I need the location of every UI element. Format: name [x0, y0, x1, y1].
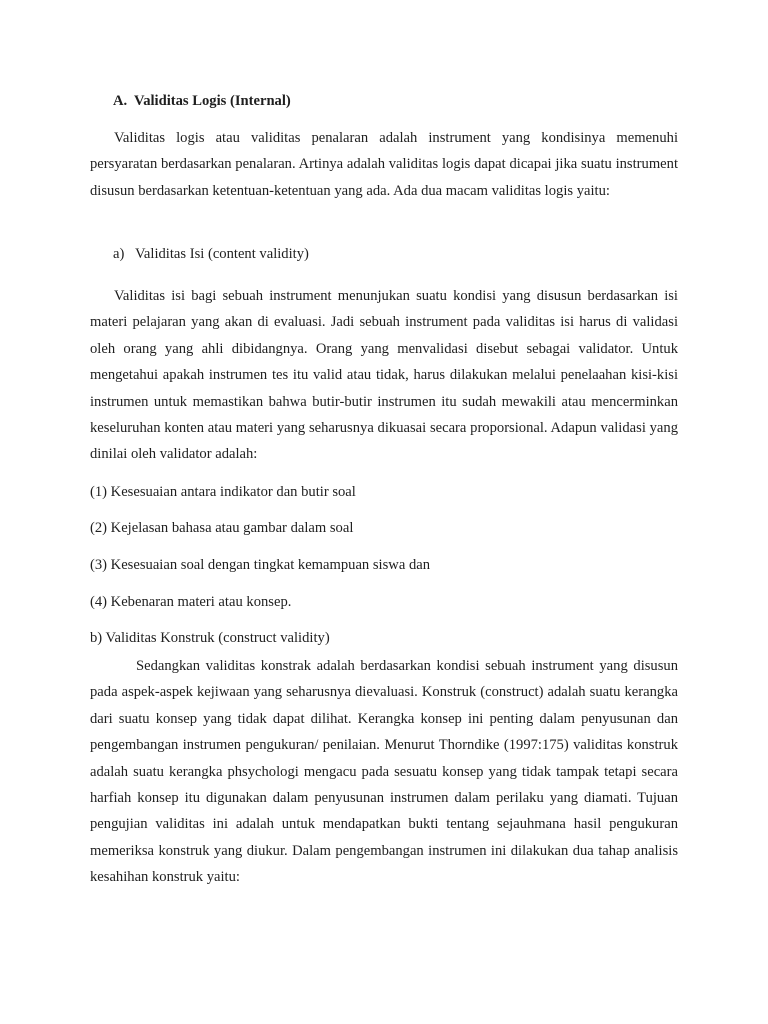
criteria-item: (2) Kejelasan bahasa atau gambar dalam soal [90, 520, 354, 536]
subsection-a-marker: a) [113, 246, 125, 262]
criteria-item: (3) Kesesuaian soal dengan tingkat kemampuan siswa dan [90, 557, 431, 573]
subsection-a-title: Validitas Isi (content validity) [135, 246, 309, 262]
section-number: A. [113, 93, 128, 109]
section-title: Validitas Logis (Internal) [134, 93, 291, 109]
section-heading [113, 93, 291, 110]
criteria-item: (1) Kesesuaian antara indikator dan butir soal [90, 484, 356, 500]
content-validity-paragraph: Validitas isi bagi sebuah instrument menunjukan suatu kondisi yang disusun berdasarkan isi materi pelajaran yang akan di evaluasi. Jadi sebuah instrument pada validitas isi harus di validasi oleh orang yang ahli dibidangnya. Orang yang menvalidasi disebut sebagai validator. Untuk mengetahui apakah instrumen tes itu valid atau tidak, harus dilakukan melalui penelaahan kisi-kisi instrumen untuk memastikan bahwa butir-butir instrumen itu sudah mewakili atau mencerminkan keseluruhan konten atau materi yang seharusnya dikuasai secara proporsional. Adapun validasi yang dinilai oleh validator adalah: [90, 288, 678, 463]
subsection-b-heading: b) Validitas Konstruk (construct validity) [90, 630, 330, 646]
intro-paragraph: Validitas logis atau validitas penalaran adalah instrument yang kondisinya memenuhi persyaratan berdasarkan penalaran. Artinya adalah validitas logis dapat dicapai jika suatu instrument disusun berdasarkan ketentuan-ketentuan yang ada. Ada dua macam validitas logis yaitu: [90, 130, 678, 199]
construct-validity-paragraph: Sedangkan validitas konstrak adalah berdasarkan kondisi sebuah instrument yang disusun pada aspek-aspek kejiwaan yang seharusnya dievaluasi. Konstruk (construct) adalah suatu kerangka dari suatu konsep yang tidak dapat dilihat. Kerangka konsep ini penting dalam penyusunan dan pengembangan instrumen pengukuran/ penilaian. Menurut Thorndike (1997:175) validitas konstruk adalah suatu kerangka phsychologi mengacu pada sesuatu konsep yang tidak tampak tetapi secara harfiah konsep itu digunakan dalam penyusunan instrumen dalam perilaku yang diamati. Tujuan pengujian validitas ini adalah untuk mendapatkan bukti tentang sejauhmana hasil pengukuran memeriksa konstruk yang diukur. Dalam pengembangan instrumen ini dilakukan dua tahap analisis kesahihan konstruk yaitu: [90, 658, 678, 886]
subsection-a-heading [113, 246, 309, 263]
criteria-item: (4) Kebenaran materi atau konsep. [90, 594, 292, 610]
